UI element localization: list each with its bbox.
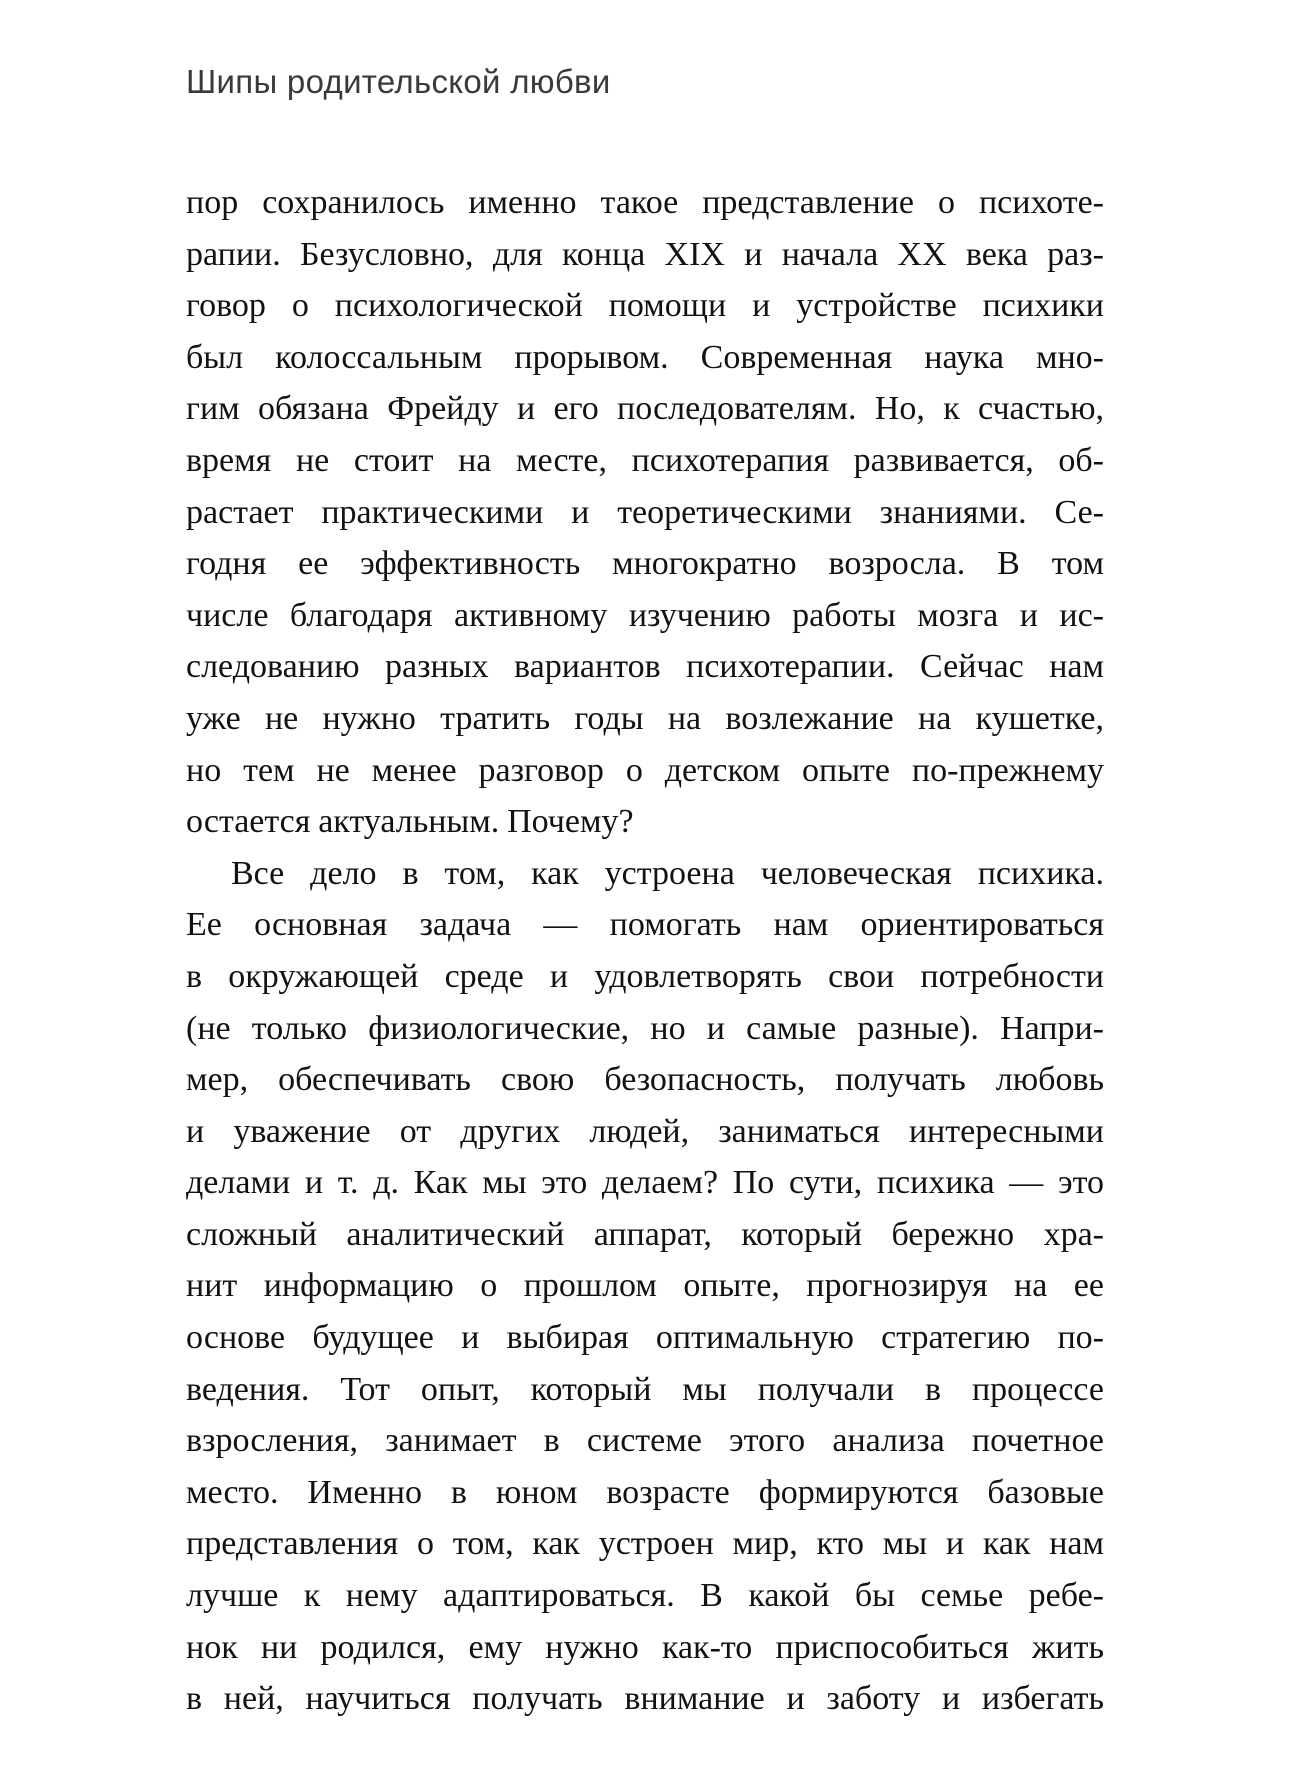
paragraph xyxy=(186,848,1104,1725)
text-line: был колоссальным прорывом. Современная наука мно- xyxy=(186,338,1104,376)
text-line: основе будущее и выбирая оптимальную стратегию по- xyxy=(186,1319,1104,1357)
text-line: мер, обеспечивать свою безопасность, получать любовь xyxy=(186,1061,1104,1099)
text-line: остается актуальным. Почему? xyxy=(186,803,634,841)
text-line: в ней, научиться получать внимание и заботу и избегать xyxy=(186,1680,1104,1718)
running-header: Шипы родительской любви xyxy=(186,63,611,100)
text-line: в окружающей среде и удовлетворять свои потребности xyxy=(186,957,1104,995)
text-line: Все дело в том, как устроена человеческая психика. xyxy=(231,854,1104,892)
text-line: место. Именно в юном возрасте формируются базовые xyxy=(186,1473,1104,1511)
text-line: гим обязана Фрейду и его последователям. Но, к счастью, xyxy=(186,390,1104,428)
paragraph xyxy=(186,177,1104,848)
text-line: годня ее эффективность многократно возросла. В том xyxy=(186,545,1104,583)
text-line: время не стоит на месте, психотерапия развивается, об- xyxy=(186,441,1104,479)
text-line: представления о том, как устроен мир, кто мы и как нам xyxy=(186,1525,1104,1563)
text-line: сложный аналитический аппарат, который бережно хра- xyxy=(186,1215,1104,1253)
text-line: но тем не менее разговор о детском опыте по-прежнему xyxy=(186,751,1104,789)
text-line: делами и т. д. Как мы это делаем? По сути, психика — это xyxy=(186,1164,1104,1202)
text-line: нок ни родился, ему нужно как-то приспособиться жить xyxy=(186,1628,1104,1666)
text-line: рапии. Безусловно, для конца XIX и начала XX века раз- xyxy=(186,235,1104,273)
text-line: нит информацию о прошлом опыте, прогнозируя на ее xyxy=(186,1267,1104,1305)
text-line: говор о психологической помощи и устройстве психики xyxy=(186,287,1104,325)
text-line: следованию разных вариантов психотерапии. Сейчас нам xyxy=(186,648,1104,686)
text-line: пор сохранилось именно такое представление о психоте- xyxy=(186,184,1104,221)
text-line: и уважение от других людей, заниматься интересными xyxy=(186,1112,1104,1150)
text-line: лучше к нему адаптироваться. В какой бы семье ребе- xyxy=(186,1577,1104,1615)
text-line: (не только физиологические, но и самые разные). Напри- xyxy=(186,1009,1104,1047)
text-line: взросления, занимает в системе этого анализа почетное xyxy=(186,1422,1104,1460)
text-line: ведения. Тот опыт, который мы получали в процессе xyxy=(186,1370,1104,1408)
text-line: числе благодаря активному изучению работы мозга и ис- xyxy=(186,596,1104,634)
text-line: растает практическими и теоретическими знаниями. Се- xyxy=(186,493,1104,531)
page-body-text xyxy=(186,177,1104,1725)
text-line: уже не нужно тратить годы на возлежание на кушетке, xyxy=(186,699,1104,737)
text-line: Ее основная задача — помогать нам ориентироваться xyxy=(186,906,1104,944)
